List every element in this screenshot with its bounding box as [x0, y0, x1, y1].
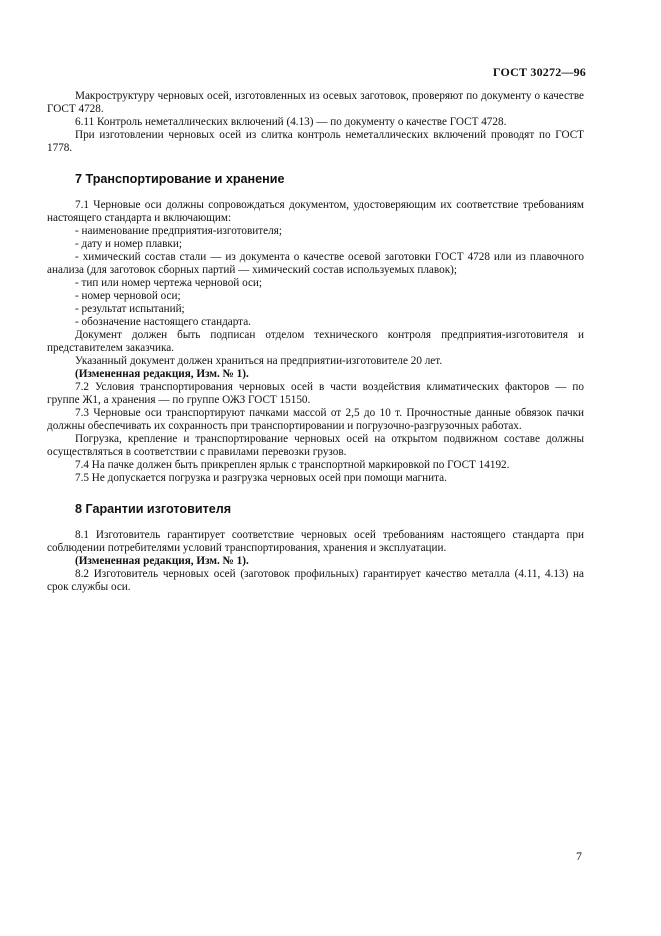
amendment-note: (Измененная редакция, Изм. № 1).	[75, 555, 249, 567]
section-7-heading: 7 Транспортирование и хранение	[75, 172, 285, 186]
paragraph-7-1: 7.1 Черновые оси должны сопровождаться документом, удостоверяющим их соответствие требованиям настоящего стандарта и включающим:	[47, 199, 584, 224]
list-item: - химический состав стали — из документа о качестве осевой заготовки ГОСТ 4728 или из плавочного анализа (для заготовок сборных партий — химический состав используемых плавок);	[47, 251, 584, 276]
paragraph-7-5: 7.5 Не допускается погрузка и разгрузка черновых осей при помощи магнита.	[75, 472, 447, 484]
paragraph-7-3: 7.3 Черновые оси транспортируют пачками массой от 2,5 до 10 т. Прочностные данные обвязок пачки должны обеспечивать их сохранность при транспортировании и погрузочно-разгрузочных работах.	[47, 407, 584, 432]
list-item: - дату и номер плавки;	[75, 238, 182, 250]
paragraph-signature: Документ должен быть подписан отделом технического контроля предприятия-изготовителя и представителем заказчика.	[47, 329, 584, 354]
paragraph-ingot-control: При изготовлении черновых осей из слитка контроль неметаллических включений проводят по ГОСТ 1778.	[47, 129, 584, 154]
paragraph-macrostructure: Макроструктуру черновых осей, изготовленных из осевых заготовок, проверяют по документу о качестве ГОСТ 4728.	[47, 90, 584, 115]
paragraph-6-11: 6.11 Контроль неметаллических включений (4.13) — по документу о качестве ГОСТ 4728.	[75, 116, 507, 128]
paragraph-7-2: 7.2 Условия транспортирования черновых осей в части воздействия климатических факторов — по группе Ж1, а хранения — по группе ОЖЗ ГОСТ 15150.	[47, 381, 584, 406]
list-item: - результат испытаний;	[75, 303, 185, 315]
list-item: - номер черновой оси;	[75, 290, 181, 302]
paragraph-8-2: 8.2 Изготовитель черновых осей (заготовок профильных) гарантирует качество металла (4.11, 4.13) на срок службы оси.	[47, 568, 584, 593]
list-item: - обозначение настоящего стандарта.	[75, 316, 251, 328]
page-number: 7	[576, 849, 582, 863]
paragraph-storage: Указанный документ должен храниться на предприятии-изготовителе 20 лет.	[75, 355, 443, 367]
paragraph-8-1: 8.1 Изготовитель гарантирует соответствие черновых осей требованиям настоящего стандарта при соблюдении потребителями условий транспортирования, хранения и эксплуатации.	[47, 529, 584, 554]
page-header-standard-number: ГОСТ 30272—96	[492, 65, 586, 79]
section-8-heading: 8 Гарантии изготовителя	[75, 502, 232, 516]
list-item: - наименование предприятия-изготовителя;	[75, 225, 282, 237]
paragraph-loading: Погрузка, крепление и транспортирование черновых осей на открытом подвижном составе должны осуществляться в соответствии с правилами перевозки грузов.	[47, 433, 584, 458]
list-item: - тип или номер чертежа черновой оси;	[75, 277, 263, 289]
document-body	[47, 90, 584, 594]
amendment-note: (Измененная редакция, Изм. № 1).	[75, 368, 249, 380]
paragraph-7-4: 7.4 На пачке должен быть прикреплен ярлык с транспортной маркировкой по ГОСТ 14192.	[75, 459, 510, 471]
